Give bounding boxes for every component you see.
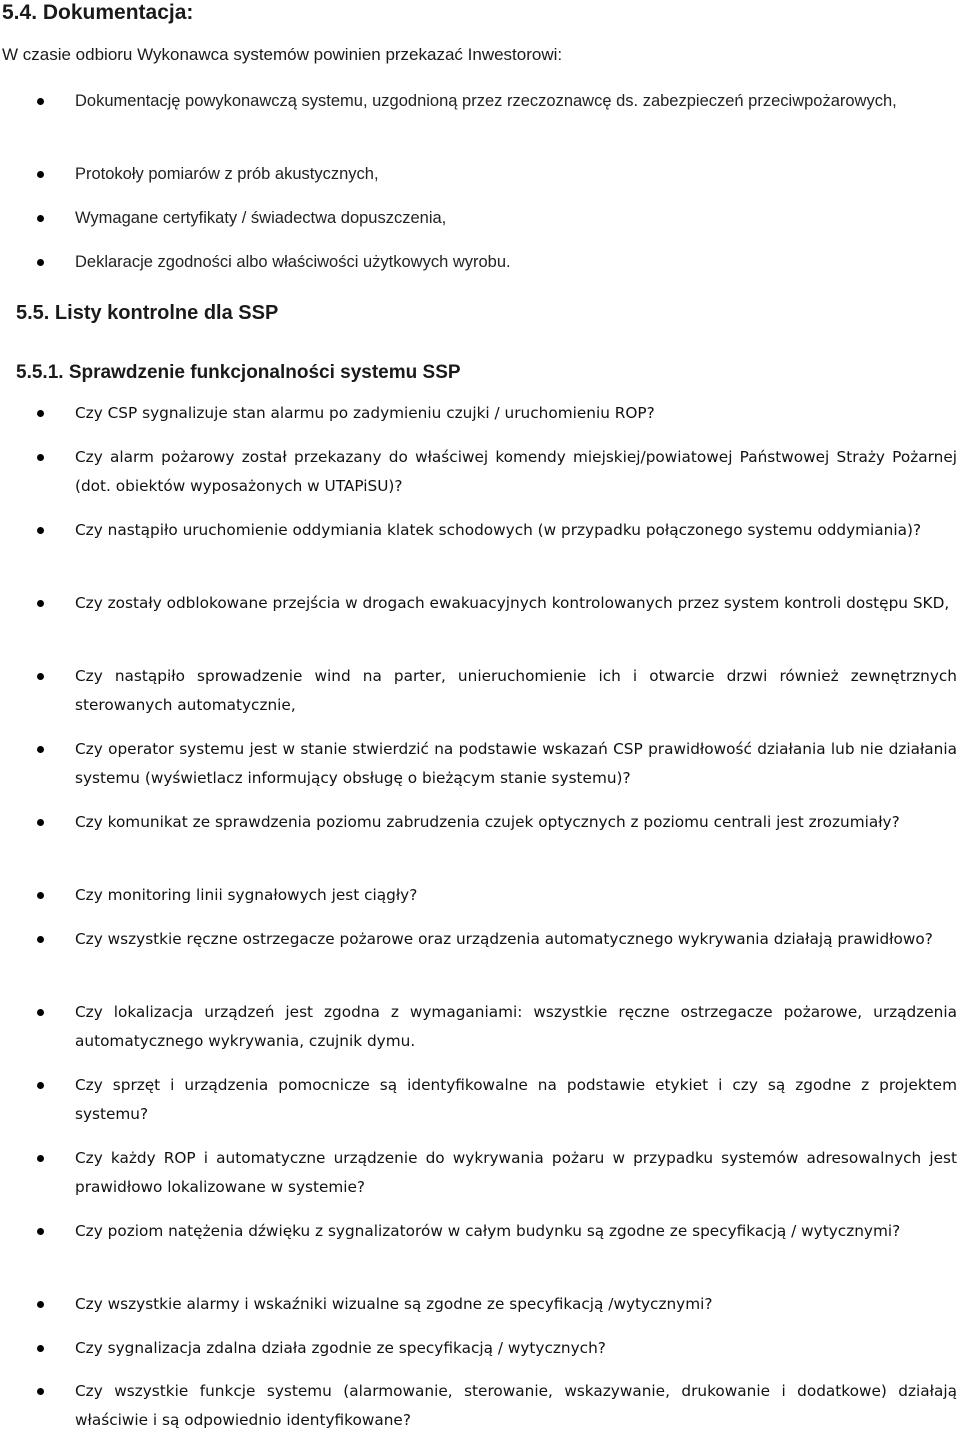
list-item-text: Czy wszystkie funkcje systemu (alarmowanie, sterowanie, wskazywanie, drukowanie i dodatkowe) działają właściwie i są odpowiednio identyfikowane?: [75, 1382, 957, 1429]
bullet-icon: [37, 215, 44, 222]
list-item-text: Czy CSP sygnalizuje stan alarmu po zadymieniu czujki / uruchomieniu ROP?: [75, 404, 655, 422]
bullet-icon: [37, 1009, 44, 1016]
bullet-icon: [37, 454, 44, 461]
bullet-icon: [37, 98, 44, 105]
list-item-text: Czy nastąpiło uruchomienie oddymiania klatek schodowych (w przypadku połączonego systemu oddymiania)?: [75, 521, 922, 539]
list-item-text: Czy nastąpiło sprowadzenie wind na parter, unieruchomienie ich i otwarcie drzwi również zewnętrznych sterowanych automatycznie,: [75, 667, 957, 714]
list-item-text: Deklaracje zgodności albo właściwości użytkowych wyrobu.: [75, 253, 511, 271]
list-item-text: Protokoły pomiarów z prób akustycznych,: [75, 165, 379, 183]
bullet-icon: [37, 819, 44, 826]
list-item-text: Czy monitoring linii sygnałowych jest ciągły?: [75, 886, 418, 904]
list-item-text: Czy sygnalizacja zdalna działa zgodnie ze specyfikacją / wytycznych?: [75, 1339, 606, 1357]
bullet-icon: [37, 1301, 44, 1308]
bullet-icon: [37, 673, 44, 680]
bullet-icon: [37, 1228, 44, 1235]
bullet-icon: [37, 1345, 44, 1352]
list-item-text: Czy zostały odblokowane przejścia w drogach ewakuacyjnych kontrolowanych przez system kontroli dostępu SKD,: [75, 594, 950, 612]
list-item-text: Czy każdy ROP i automatyczne urządzenie do wykrywania pożaru w przypadku systemów adresowalnych jest prawidłowo lokalizowane w systemie?: [75, 1149, 957, 1196]
bullet-icon: [37, 1082, 44, 1089]
bullet-icon: [37, 892, 44, 899]
bullet-icon: [37, 1155, 44, 1162]
bullet-icon: [37, 527, 44, 534]
bullet-icon: [37, 746, 44, 753]
list-item-text: Wymagane certyfikaty / świadectwa dopuszczenia,: [75, 209, 447, 227]
list-item-text: Czy alarm pożarowy został przekazany do właściwej komendy miejskiej/powiatowej Państwowej Straży Pożarnej (dot. obiektów wyposażonych w UTAPiSU)?: [75, 448, 957, 495]
bullet-icon: [37, 410, 44, 417]
list-item-text: Czy sprzęt i urządzenia pomocnicze są identyfikowalne na podstawie etykiet i czy są zgodne z projektem systemu?: [75, 1076, 957, 1123]
list-item-text: Czy wszystkie ręczne ostrzegacze pożarowe oraz urządzenia automatycznego wykrywania działają prawidłowo?: [75, 930, 933, 948]
list-item-text: Czy wszystkie alarmy i wskaźniki wizualne są zgodne ze specyfikacją /wytycznymi?: [75, 1295, 713, 1313]
list-item-text: Czy lokalizacja urządzeń jest zgodna z wymaganiami: wszystkie ręczne ostrzegacze pożarowe, urządzenia automatycznego wykrywania, czujnik dymu.: [75, 1003, 957, 1050]
bullet-icon: [37, 936, 44, 943]
section-heading-5-5-1: 5.5.1. Sprawdzenie funkcjonalności systemu SSP: [16, 362, 461, 383]
list-item-text: Dokumentację powykonawczą systemu, uzgodnioną przez rzeczoznawcę ds. zabezpieczeń przeciwpożarowych,: [75, 92, 897, 110]
list-item-text: Czy poziom natężenia dźwięku z sygnalizatorów w całym budynku są zgodne ze specyfikacją / wytycznymi?: [75, 1222, 901, 1240]
list-item-text: Czy operator systemu jest w stanie stwierdzić na podstawie wskazań CSP prawidłowość działania lub nie działania systemu (wyświetlacz informujący obsługę o bieżącym stanie systemu)?: [75, 740, 957, 787]
section-heading-5-4: 5.4. Dokumentacja:: [2, 1, 194, 24]
bullet-icon: [37, 1388, 44, 1395]
list-item-text: Czy komunikat ze sprawdzenia poziomu zabrudzenia czujek optycznych z poziomu centrali jest zrozumiały?: [75, 813, 900, 831]
bullet-icon: [37, 259, 44, 266]
intro-paragraph: W czasie odbioru Wykonawca systemów powinien przekazać Inwestorowi:: [2, 45, 563, 64]
bullet-icon: [37, 171, 44, 178]
section-heading-5-5: 5.5. Listy kontrolne dla SSP: [16, 302, 279, 324]
bullet-icon: [37, 600, 44, 607]
